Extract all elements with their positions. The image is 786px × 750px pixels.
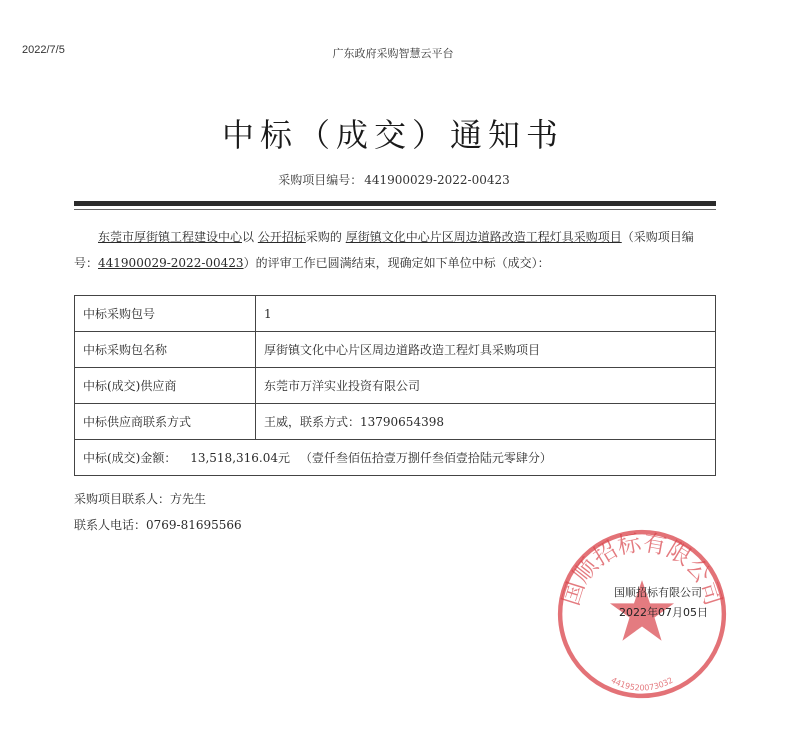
- row-value: 王威，联系方式：13790654398: [256, 404, 716, 440]
- intro-text-1: 以: [242, 230, 255, 244]
- table-row: [75, 332, 716, 368]
- intro-text-4: ）的评审工作已圆满结束，现确定如下单位中标（成交）：: [243, 256, 550, 270]
- table-row: [75, 404, 716, 440]
- site-title: 广东政府采购智慧云平台: [332, 48, 454, 60]
- row-value: 东莞市万洋实业投资有限公司: [256, 368, 716, 404]
- row-label: 中标(成交)供应商: [75, 368, 256, 404]
- intro-paragraph: [74, 224, 716, 276]
- signing-date: 2022年07月05日: [619, 606, 708, 619]
- intro-project-number: 441900029-2022-00423: [98, 256, 244, 270]
- row-label: 中标采购包名称: [75, 332, 256, 368]
- row-value: 1: [256, 296, 716, 332]
- project-name: 厚街镇文化中心片区周边道路改造工程灯具采购项目: [345, 230, 622, 244]
- amount-words: （壹仟叁佰伍拾壹万捌仟叁佰壹拾陆元零肆分）: [299, 451, 552, 465]
- amount-row: [75, 440, 716, 476]
- contact-phone: 联系人电话：0769-81695566: [74, 518, 242, 532]
- intro-text-2: 采购的: [305, 230, 342, 244]
- header-rule-thin: [74, 209, 716, 210]
- amount-label: 中标(成交)金额：: [83, 451, 177, 465]
- project-number-label: 采购项目编号：: [278, 173, 363, 187]
- purchaser-name: 东莞市厚街镇工程建设中心: [98, 230, 243, 244]
- award-table: [74, 295, 716, 476]
- amount-value: 13,518,316.04元: [190, 451, 290, 465]
- print-date: 2022/7/5: [22, 44, 65, 56]
- row-label: 中标供应商联系方式: [75, 404, 256, 440]
- table-row: [75, 296, 716, 332]
- row-label: 中标采购包号: [75, 296, 256, 332]
- project-number: 441900029-2022-00423: [364, 173, 510, 187]
- procurement-method: 公开招标: [257, 230, 306, 244]
- header-rule: [74, 201, 716, 206]
- contact-person: 采购项目联系人：方先生: [74, 492, 207, 506]
- seal-ring-text: 国顺招标有限公司: [558, 530, 726, 609]
- intro-text-3: （采购项目编号：: [74, 230, 694, 270]
- seal-number: 4419520073032: [609, 675, 675, 693]
- table-row: [75, 368, 716, 404]
- signer-name: 国顺招标有限公司: [614, 586, 702, 599]
- amount-cell: [75, 440, 716, 476]
- row-value: 厚街镇文化中心片区周边道路改造工程灯具采购项目: [256, 332, 716, 368]
- page-title: 中标（成交）通知书: [221, 116, 564, 154]
- project-number-line: [0, 171, 786, 188]
